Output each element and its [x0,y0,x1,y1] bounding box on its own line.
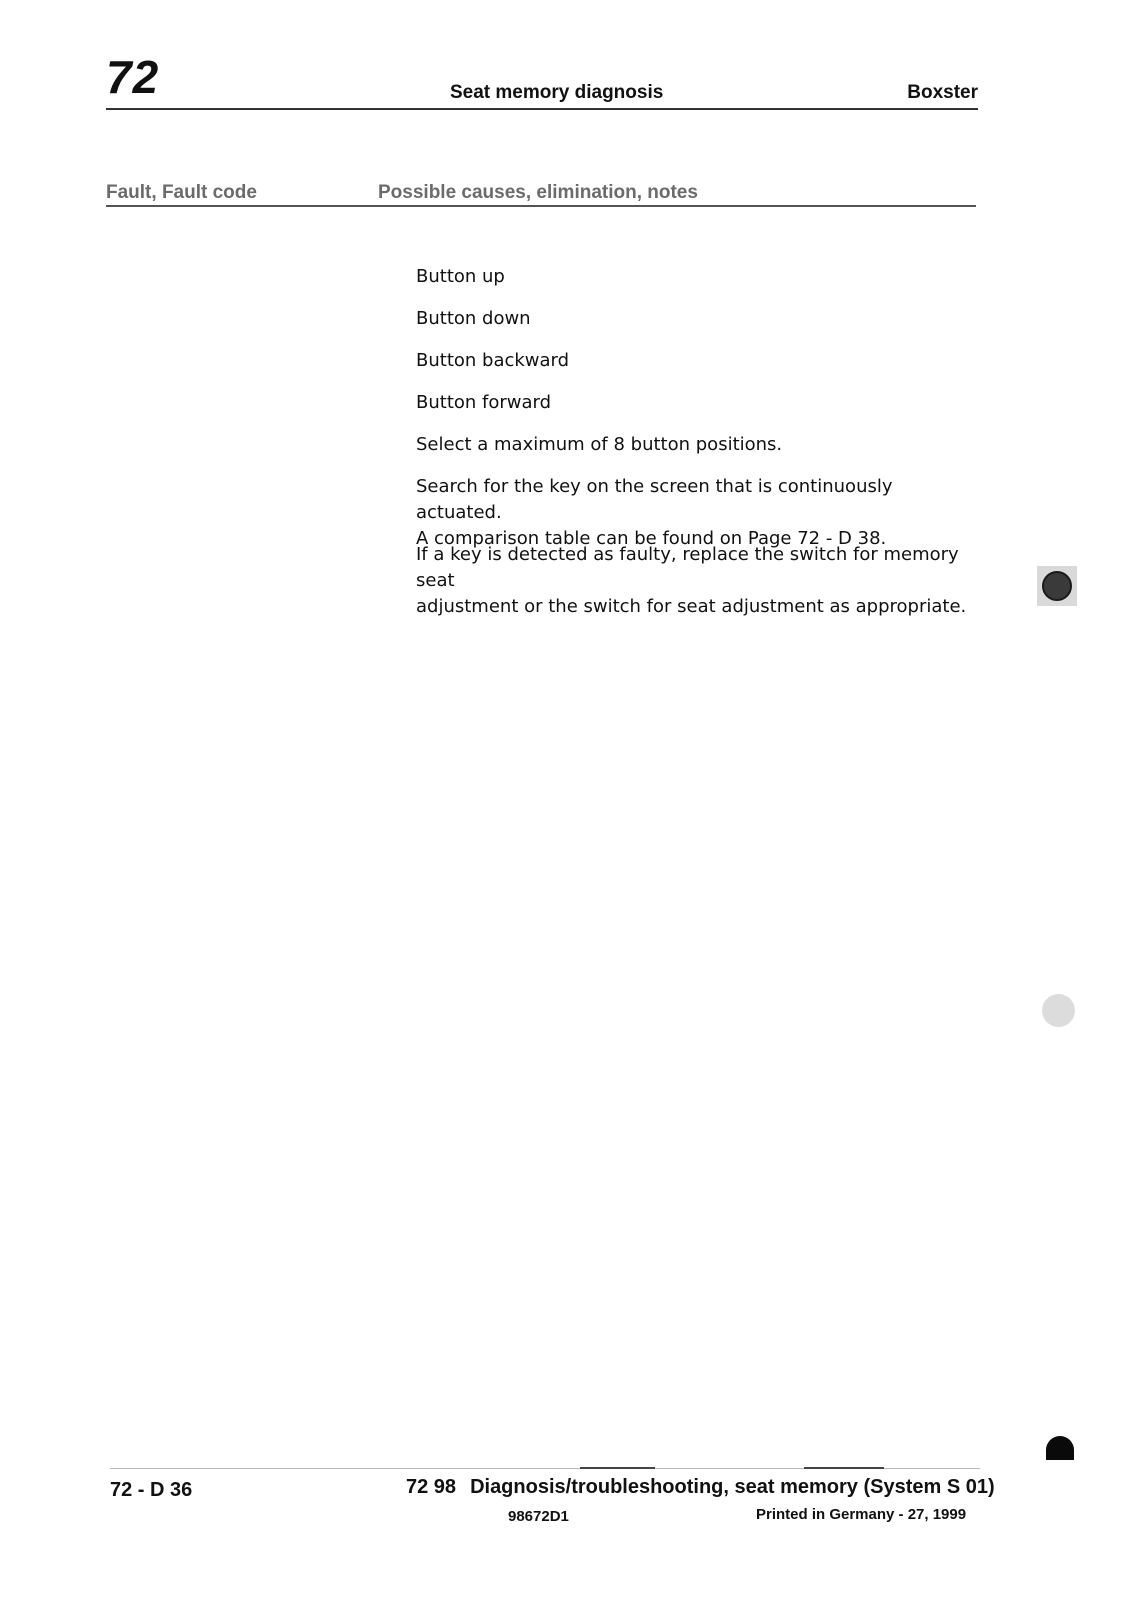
note-line: Search for the key on the screen that is continuously actuated. [416,476,893,523]
page-number: 72 - D 36 [110,1479,193,1501]
section-number: 72 98 [406,1476,457,1498]
margin-dot-icon [1042,994,1075,1027]
list-item: Select a maximum of 8 button positions. [416,434,783,455]
corner-tab-icon [1046,1436,1074,1460]
column-heading-causes: Possible causes, elimination, notes [378,182,698,203]
header-divider [106,108,978,110]
document-code: 98672D1 [508,1508,569,1525]
column-heading-divider [106,205,976,207]
binder-hole-center [1042,571,1072,601]
note-replace-switch [416,542,976,620]
footer-divider-segment [580,1467,655,1469]
note-line: adjustment or the switch for seat adjustment as appropriate. [416,596,967,617]
page-title: Seat memory diagnosis [450,82,664,103]
list-item: Button up [416,266,505,287]
column-heading-fault: Fault, Fault code [106,182,257,203]
note-line: If a key is detected as faulty, replace the switch for memory seat [416,544,959,591]
model-name: Boxster [907,82,978,103]
print-info: Printed in Germany - 27, 1999 [756,1506,967,1523]
list-item: Button down [416,308,531,329]
section-title: Diagnosis/troubleshooting, seat memory (System S 01) [470,1476,995,1498]
binder-hole-icon [1037,566,1077,606]
note-search-key [416,474,976,552]
note-line: A comparison table can be found on Page 72 - D 38. [416,528,887,549]
footer-divider-segment [804,1467,884,1469]
list-item: Button forward [416,392,552,413]
chapter-number: 72 [106,51,160,103]
footer-section [406,1476,995,1499]
list-item: Button backward [416,350,570,371]
